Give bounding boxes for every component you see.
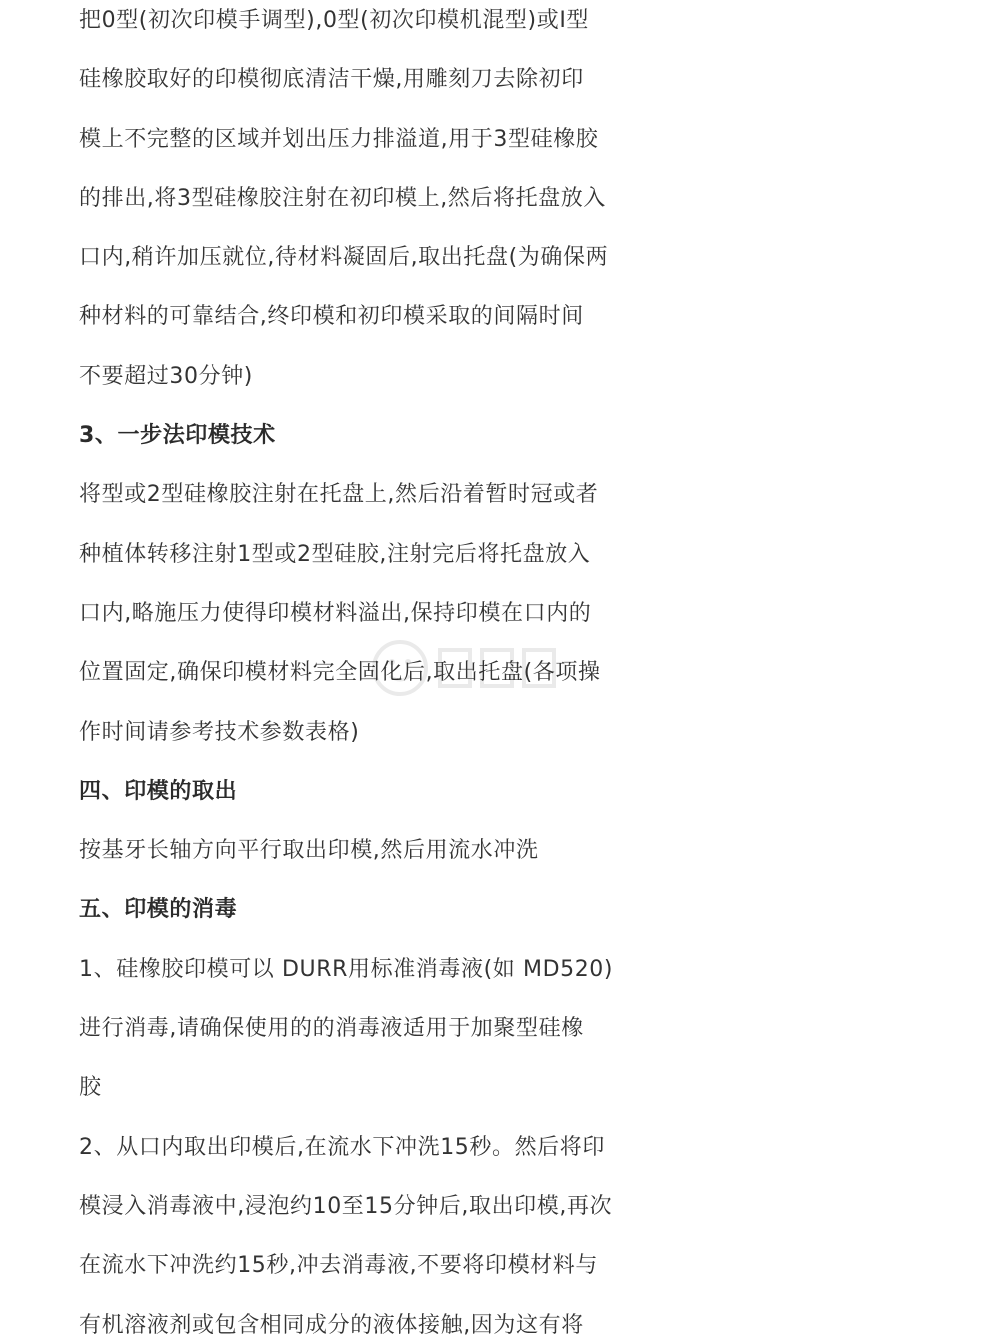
paragraph-line: 将型或2型硅橡胶注射在托盘上,然后沿着暂时冠或者: [79, 482, 599, 508]
paragraph-line: 不要超过30分钟): [79, 363, 253, 389]
paragraph-line: 作时间请参考技术参数表格): [79, 719, 360, 745]
paragraph-line: 模上不完整的区域并划出压力排溢道,用于3型硅橡胶: [79, 126, 599, 152]
paragraph-line: 按基牙长轴方向平行取出印模,然后用流水冲洗: [79, 838, 539, 864]
paragraph-line: 种植体转移注射1型或2型硅胶,注射完后将托盘放入: [79, 541, 591, 567]
paragraph-line: 胶: [79, 1075, 102, 1101]
section-heading: 3、一步法印模技术: [79, 423, 276, 449]
section-heading: 四、印模的取出: [79, 778, 238, 804]
paragraph-line: 位置固定,确保印模材料完全固化后,取出托盘(各项操: [79, 660, 601, 686]
paragraph-line: 口内,稍许加压就位,待材料凝固后,取出托盘(为确保两: [79, 245, 609, 271]
paragraph-line: 种材料的可靠结合,终印模和初印模采取的间隔时间: [79, 304, 584, 330]
paragraph-line: 1、硅橡胶印模可以 DURR用标准消毒液(如 MD520): [79, 956, 614, 982]
paragraph-line: 有机溶液剂或包含相同成分的液体接触,因为这有将: [79, 1312, 584, 1337]
paragraph-line: 口内,略施压力使得印模材料溢出,保持印模在口内的: [79, 600, 592, 626]
section-heading: 五、印模的消毒: [79, 897, 238, 923]
paragraph-line: 2、从口内取出印模后,在流水下冲洗15秒。然后将印: [79, 1134, 605, 1160]
paragraph-line: 在流水下冲洗约15秒,冲去消毒液,不要将印模材料与: [79, 1253, 598, 1279]
paragraph-line: 进行消毒,请确保使用的的消毒液适用于加聚型硅橡: [79, 1016, 584, 1042]
document-body: [79, 0, 919, 1337]
paragraph-line: 模浸入消毒液中,浸泡约10至15分钟后,取出印模,再次: [79, 1193, 613, 1219]
paragraph-line: 硅橡胶取好的印模彻底清洁干燥,用雕刻刀去除初印: [79, 67, 584, 93]
paragraph-line: 把0型(初次印模手调型),0型(初次印模机混型)或Ⅰ型: [79, 8, 590, 33]
paragraph-line: 的排出,将3型硅橡胶注射在初印模上,然后将托盘放入: [79, 185, 606, 211]
